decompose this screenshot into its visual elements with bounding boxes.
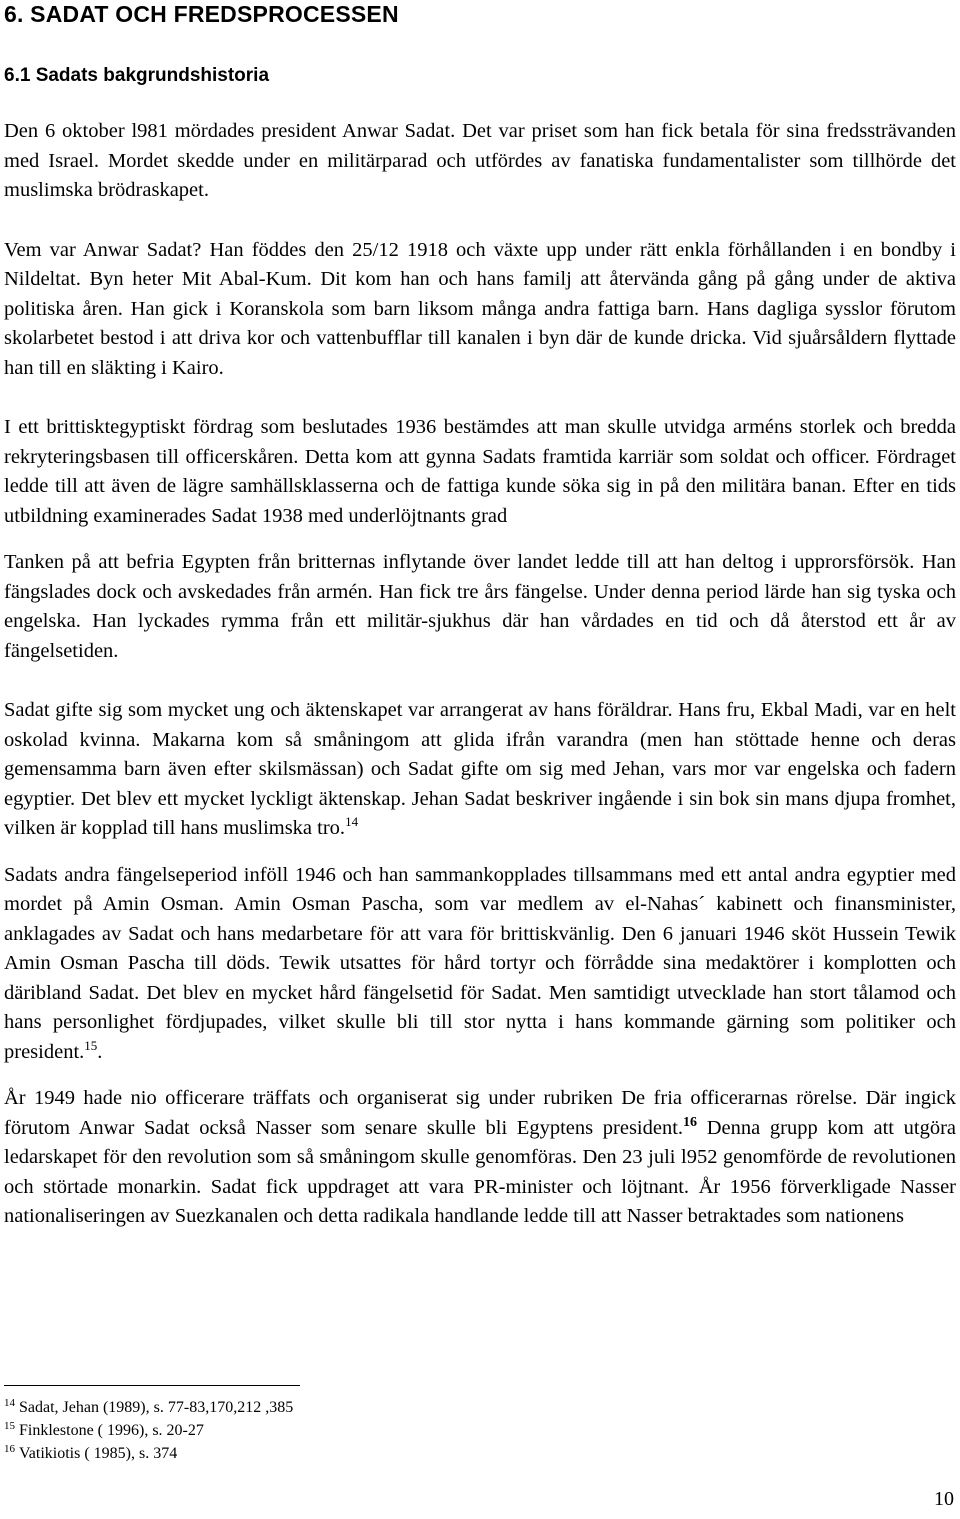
footnote-number: 15 xyxy=(4,1419,15,1432)
footnote-14 xyxy=(4,1396,293,1419)
paragraph-childhood: Vem var Anwar Sadat? Han föddes den 25/12 1918 och växte upp under rätt enkla förhållanden i en bondby i Nildeltat. Byn heter Mit Abal-Kum. Dit kom han och hans familj att återvända gång på gång under de aktiva politiska åren. Han gick i Koranskola som barn liksom många andra fattiga barn. Hans dagliga sysslor förutom skolarbetet bestod i att driva kor och vattenbufflar till kanalen i byn där de kunde dricka. Vid sjuårsåldern flyttade han till en släkting i Kairo. xyxy=(4,238,956,379)
section-heading: 6.1 Sadats bakgrundshistoria xyxy=(4,65,270,86)
footnote-16 xyxy=(4,1442,293,1465)
footnote-15 xyxy=(4,1419,293,1442)
footnote-number: 14 xyxy=(4,1396,15,1409)
footnote-text: Finklestone ( 1996), s. 20-27 xyxy=(19,1422,204,1439)
page-number: 10 xyxy=(934,1488,954,1510)
chapter-heading: 6. SADAT OCH FREDSPROCESSEN xyxy=(4,1,399,27)
footnote-number: 16 xyxy=(4,1442,15,1455)
paragraph-free-officers xyxy=(4,1084,956,1232)
paragraph-prison-first: Tanken på att befria Egypten från britternas inflytande över landet ledde till att han deltog i upprorsförsök. Han fängslades dock och avskedades från armén. Han fick tre års fängelse. Under denna period lärde han sig tyska och engelska. Han lyckades rymma från ett militär-sjukhus där han vårdades en tid och då återstod ett år av fängelsetiden. xyxy=(4,551,956,662)
paragraph-marriage-text: Sadat gifte sig som mycket ung och äktenskapet var arrangerat av hans föräldrar. Hans fru, Ekbal Madi, var en helt oskolad kvinna. Makarna kom så småningom att glida ifrån varandra (men han stöttade henne och deras gemensamma barn även efter skilsmässan) och Sadat gifte om sig med Jehan, vars mor var engelska och fadern egyptier. Det blev ett mycket lyckligt äktenskap. Jehan Sadat beskriver ingående i sin bok sin mans djupa fromhet, vilken är kopplad till hans muslimska tro. xyxy=(4,699,956,839)
footnote-ref-14[interactable]: 14 xyxy=(345,814,359,830)
footnote-ref-15[interactable]: 15 xyxy=(84,1037,98,1053)
paragraph-prison-second-tail: . xyxy=(97,1040,103,1063)
paragraph-prison-second xyxy=(4,861,956,1068)
paragraph-military-career: I ett brittisktegyptiskt fördrag som beslutades 1936 bestämdes att man skulle utvidga arméns storlek och bredda rekryteringsbasen till officerskåren. Detta kom att gynna Sadats framtida karriär som soldat och officer. Fördraget ledde till att även de lägre samhällsklasserna och de fattiga kunde söka sig in på den militära banan. Efter en tids utbildning examinerades Sadat 1938 med underlöjtnants grad xyxy=(4,416,956,527)
paragraph-prison-second-text: Sadats andra fängelseperiod inföll 1946 och han sammankopplades tillsammans med ett antal andra egyptier med mordet på Amin Osman. Amin Osman Pascha, som var medlem av el-Nahas´ kabinett och finansminister, anklagades av Sadat och hans medarbetare för att vara för brittiskvänlig. Den 6 januari 1946 sköt Hussein Tewik Amin Osman Pascha till döds. Tewik utsattes för hård tortyr och förrådde sina medaktörer i komplotten och däribland Sadat. Det blev en mycket hård fängelsetid för Sadat. Men samtidigt utvecklade han stort tålamod och hans personlighet fördjupades, vilket skulle bli till stor nytta i hans kommande gärning som politiker och president. xyxy=(4,863,956,1063)
paragraph-assassination: Den 6 oktober l981 mördades president Anwar Sadat. Det var priset som han fick betala för sina fredssträvanden med Israel. Mordet skedde under en militärparad och utfördes av fanatiska fundamentalister som tillhörde det muslimska brödraskapet. xyxy=(4,120,956,201)
footnote-separator xyxy=(4,1385,300,1386)
paragraph-free-officers-text-a: År 1949 hade nio officerare träffats och organiserat sig under rubriken De fria officerarnas rörelse. Där ingick förutom Anwar Sadat också Nasser som senare skulle bli Egyptens president. xyxy=(4,1087,956,1139)
paragraph-marriage xyxy=(4,696,956,844)
paragraph-free-officers-text-b: Denna grupp kom att utgöra ledarskapet för den revolution som så småningom skulle genomföras. Den 23 juli l952 genomförde de revolutionen och störtade monarkin. Sadat fick uppdraget att vara PR-minister och löjtnant. År 1956 förverkligade Nasser nationaliseringen av Suezkanalen och detta radikala handlande ledde till att Nasser betraktades som nationens xyxy=(4,1116,957,1227)
footnote-text: Vatikiotis ( 1985), s. 374 xyxy=(19,1445,178,1462)
body-text xyxy=(4,117,956,1262)
footnote-text: Sadat, Jehan (1989), s. 77-83,170,212 ,385 xyxy=(19,1399,294,1416)
footnote-ref-16[interactable]: 16 xyxy=(683,1114,698,1130)
footnotes xyxy=(4,1396,293,1465)
